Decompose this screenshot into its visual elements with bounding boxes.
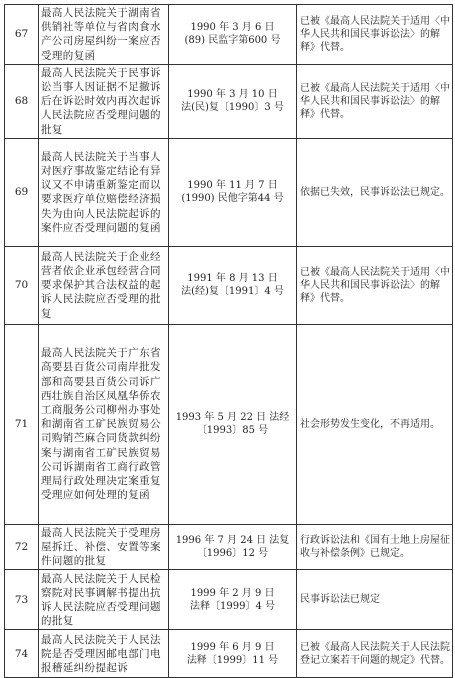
table-row xyxy=(5,138,453,246)
table-row xyxy=(5,246,453,324)
issue-date-and-number: 1991 年 8 月 13 日 法(经)复〔1991〕4 号 xyxy=(169,246,297,324)
document-title: 最高人民法院关于当事人对医疗事故鉴定结论有异议又不申请重新鉴定而以要求医疗单位赔偿经济损失为由向人民法院起诉的案件应否受理问题的复函 xyxy=(39,138,169,246)
row-number: 70 xyxy=(5,246,39,324)
table-row xyxy=(5,630,453,678)
issue-date-and-number: 1993 年 5 月 22 日 法经〔1993〕85 号 xyxy=(169,324,297,524)
issue-date-and-number: 1996 年 7 月 24 日 法复〔1996〕12 号 xyxy=(169,524,297,570)
document-title: 最高人民法院关于广东省高要县百货公司南岸批发部和高要县百货公司诉广西壮族自治区凤凰华侨农工商服务公司柳州办事处和湖南省工矿民族贸易公司购销苎麻合同货款纠纷案与湖南省工矿民族贸易公司诉湖南省工商行政管理局行政处理决定案重复受理应如何处理的复函 xyxy=(39,324,169,524)
status-note: 民事诉讼法已规定 xyxy=(297,570,453,630)
issue-date-and-number: 1990 年 11 月 7 日 (1990) 民他字第44 号 xyxy=(169,138,297,246)
row-number: 73 xyxy=(5,570,39,630)
row-number: 71 xyxy=(5,324,39,524)
issue-date-and-number: 1999 年 2 月 9 日 法释〔1999〕4 号 xyxy=(169,570,297,630)
issue-date-and-number: 1999 年 6 月 9 日 法释〔1999〕11 号 xyxy=(169,630,297,678)
document-title: 最高人民法院关于人民检察院对民事调解书提出抗诉人民法院应否受理问题的批复 xyxy=(39,570,169,630)
document-title: 最高人民法院关于民事诉讼当事人因证据不足撤诉后在诉讼时效内再次起诉人民法院应否受理问题的批复 xyxy=(39,64,169,138)
row-number: 67 xyxy=(5,5,39,65)
document-title: 最高人民法院关于企业经营者依企业承包经营合同要求保护其合法权益的起诉人民法院应否受理的批复 xyxy=(39,246,169,324)
status-note: 已被《最高人民法院关于适用〈中华人民共和国民事诉讼法〉的解释》代替。 xyxy=(297,246,453,324)
status-note: 社会形势发生变化，不再适用。 xyxy=(297,324,453,524)
table-row xyxy=(5,324,453,524)
status-note: 行政诉讼法和《国有土地上房屋征收与补偿条例》已规定。 xyxy=(297,524,453,570)
table-row xyxy=(5,524,453,570)
issue-date-and-number: 1990 年 3 月 6 日 (89) 民监字第600 号 xyxy=(169,5,297,65)
status-note: 已被《最高人民法院关于适用〈中华人民共和国民事诉讼法〉的解释》代替。 xyxy=(297,64,453,138)
row-number: 69 xyxy=(5,138,39,246)
table-row xyxy=(5,570,453,630)
status-note: 已被《最高人民法院关于人民法院登记立案若干问题的规定》代替。 xyxy=(297,630,453,678)
table-row xyxy=(5,64,453,138)
table-row xyxy=(5,5,453,65)
issue-date-and-number: 1990 年 3 月 10 日 法(民)复〔1990〕3 号 xyxy=(169,64,297,138)
regulations-table xyxy=(4,4,453,678)
row-number: 72 xyxy=(5,524,39,570)
row-number: 68 xyxy=(5,64,39,138)
status-note: 已被《最高人民法院关于适用〈中华人民共和国民事诉讼法〉的解释》代替。 xyxy=(297,5,453,65)
document-title: 最高人民法院关于人民法院是否受理因邮电部门电报稽延纠纷提起诉 xyxy=(39,630,169,678)
row-number: 74 xyxy=(5,630,39,678)
document-title: 最高人民法院关于受理房屋拆迁、补偿、安置等案件问题的批复 xyxy=(39,524,169,570)
document-title: 最高人民法院关于湖南省供销社等单位与省肉食水产公司房屋纠纷一案应否受理的复函 xyxy=(39,5,169,65)
status-note: 依据已失效，民事诉讼法已规定。 xyxy=(297,138,453,246)
